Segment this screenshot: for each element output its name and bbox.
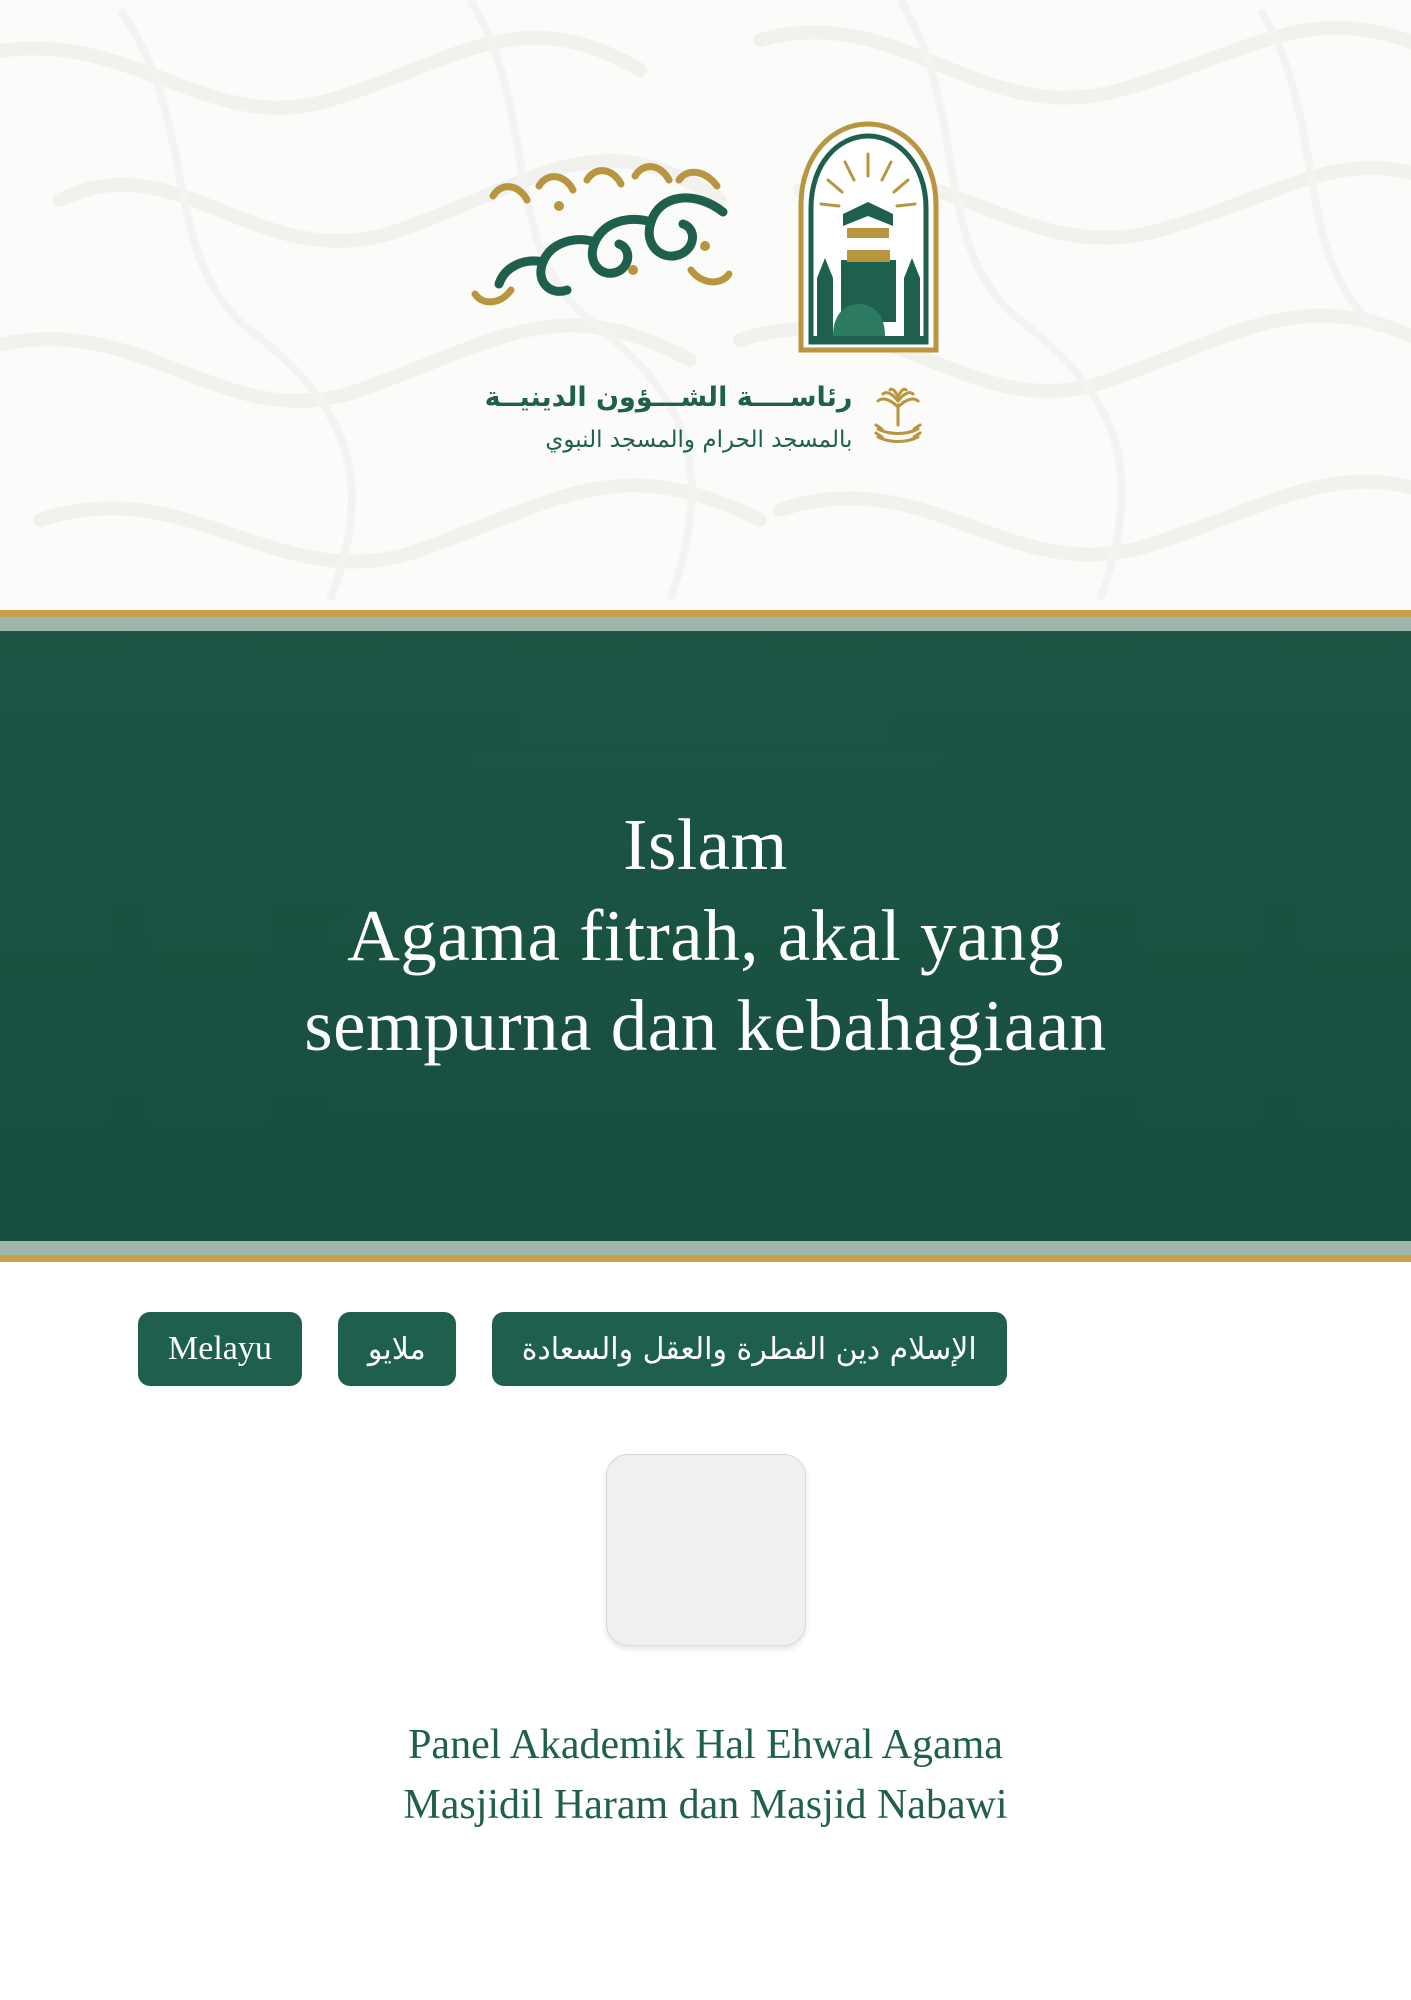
tag-row — [0, 1262, 1411, 1386]
footer-line-2: Masjidil Haram dan Masjid Nabawi — [403, 1781, 1008, 1828]
tag-arabic-title[interactable]: الإسلام دين الفطرة والعقل والسعادة — [492, 1312, 1007, 1386]
gold-rule-bottom — [0, 1255, 1411, 1262]
tag-language-arabic[interactable]: ملايو — [338, 1312, 456, 1386]
title-line-2: Agama fitrah, akal yang — [347, 894, 1064, 976]
footer-attribution — [0, 1716, 1411, 1835]
page-title — [60, 800, 1351, 1072]
footer-line-1: Panel Akademik Hal Ehwal Agama — [408, 1722, 1003, 1768]
logo-row — [455, 110, 956, 360]
title-line-1: Islam — [623, 804, 788, 886]
authority-subtitle — [485, 378, 927, 457]
harameen-calligraphy-icon — [455, 150, 755, 320]
title-line-3: sempurna dan kebahagiaan — [304, 985, 1107, 1067]
band-edge-top — [0, 617, 1411, 631]
gold-rule-top — [0, 610, 1411, 617]
title-band — [0, 631, 1411, 1241]
authority-subtitle-text — [485, 378, 853, 457]
saudi-palm-swords-emblem-icon — [870, 383, 926, 453]
authority-line-2: بالمسجد الحرام والمسجد النبوي — [545, 426, 853, 453]
organization-logo — [0, 110, 1411, 457]
tag-language-latin[interactable]: Melayu — [138, 1312, 302, 1386]
authority-line-1: رئاســــة الشـــؤون الدينيــة — [484, 382, 853, 413]
card-slot-wrap — [0, 1454, 1411, 1646]
image-placeholder-card — [606, 1454, 806, 1646]
band-edge-bottom — [0, 1241, 1411, 1255]
document-header — [0, 0, 1411, 610]
two-holy-mosques-emblem-icon — [781, 110, 956, 360]
